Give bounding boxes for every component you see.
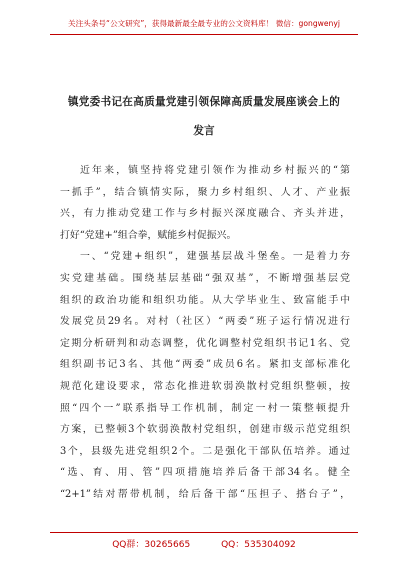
document-body bbox=[60, 160, 350, 506]
body-line: “选、育、用、管”四项措施培养后备干部34名。健全 bbox=[60, 467, 350, 479]
body-line: 3个，县级先进党组织2个。二是强化干部队伍培养。通过 bbox=[60, 445, 350, 457]
footer-qq-group: QQ群：30265665 bbox=[112, 540, 191, 550]
header-banner: 关注头条号“公文研究”，获得最新最全最专业的公文资料库！ 微信：gongwenyj bbox=[68, 19, 340, 28]
document-title-continued: 发言 bbox=[193, 125, 215, 137]
body-line: 一、“党建+组织”，建强基层战斗堡垒。一是着力夯 bbox=[80, 251, 350, 263]
body-line: 兴，有力推动党建工作与乡村振兴深度融合、齐头并进， bbox=[60, 208, 350, 220]
body-line: 一抓手”，结合镇情实际，聚力乡村组织、人才、产业振 bbox=[60, 186, 350, 198]
body-line: 打好“党建+”组合拳，赋能乡村促振兴。 bbox=[60, 229, 237, 241]
body-line: 规范化建设要求，常态化推进软弱涣散村党组织整顿，按 bbox=[60, 380, 350, 392]
header-divider bbox=[50, 34, 358, 35]
document-title: 镇党委书记在高质量党建引领保障高质量发展座谈会上的 bbox=[67, 96, 341, 108]
footer-contact bbox=[0, 537, 408, 550]
body-line: 组织副书记3名、其他“两委”成员6名。紧扣支部标准化 bbox=[60, 359, 350, 371]
body-line: 定期分析研判和动态调整，优化调整村党组织书记1名、党 bbox=[60, 337, 350, 349]
body-line: 方案，已整顿3个软弱涣散村党组织，创建市级示范党组织 bbox=[60, 424, 350, 436]
footer-qq: QQ：535304092 bbox=[221, 540, 296, 550]
body-line: 组织的政治功能和组织功能。从大学毕业生、致富能手中 bbox=[60, 294, 350, 306]
body-line: 近年来，镇坚持将党建引领作为推动乡村振兴的“第 bbox=[80, 165, 350, 176]
body-line: 实党建基础。围绕基层基础“强双基”，不断增强基层党 bbox=[60, 272, 350, 284]
body-line: 发展党员29名。对村（社区）“两委”班子运行情况进行 bbox=[60, 316, 350, 328]
body-line: 照“四个一”联系指导工作机制，制定一村一策整顿提升 bbox=[60, 402, 350, 414]
footer-divider bbox=[50, 532, 358, 533]
body-line: “2+1”结对帮带机制，给后备干部“压担子、搭台子”， bbox=[60, 488, 350, 500]
